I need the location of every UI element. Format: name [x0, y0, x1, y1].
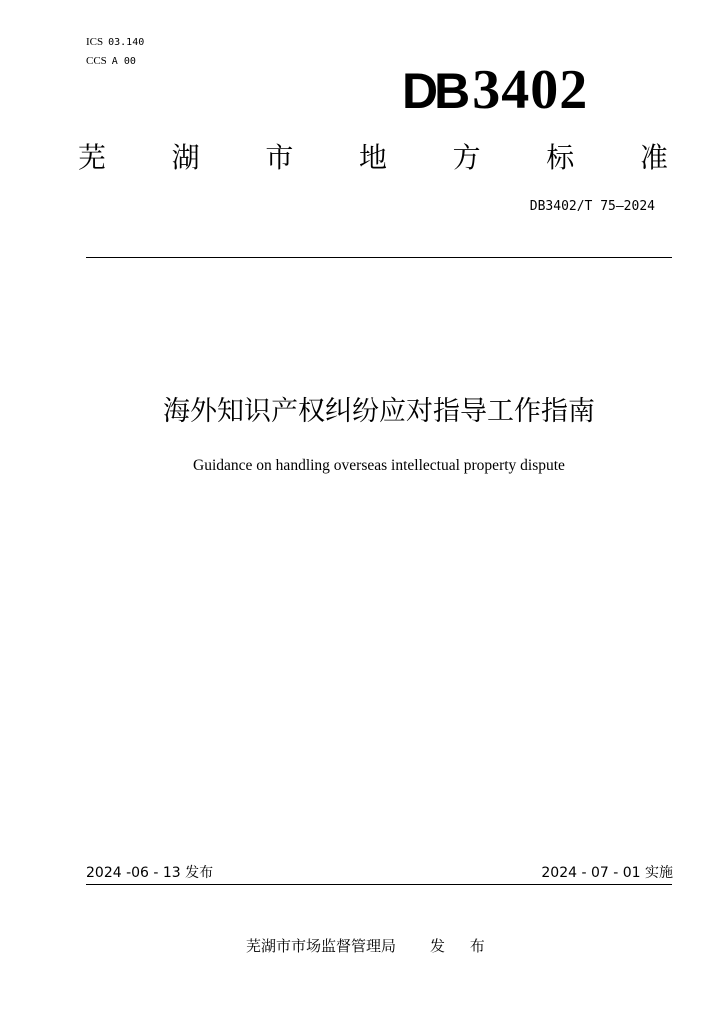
publisher-action: 发 布	[430, 937, 495, 955]
bottom-divider	[86, 884, 672, 885]
ccs-label: CCS	[86, 55, 107, 67]
standard-type-char: 方	[452, 141, 481, 174]
top-divider	[86, 257, 672, 258]
standard-type-char: 湖	[171, 141, 200, 174]
standard-type-char: 准	[639, 141, 668, 174]
standard-type-char: 标	[546, 141, 575, 174]
english-title: Guidance on handling overseas intellectual property dispute	[193, 457, 565, 474]
chinese-title: 海外知识产权纠纷应对指导工作指南	[163, 396, 595, 427]
ics-label: ICS	[86, 36, 104, 48]
implementation-date: 2024 - 07 - 01 实施	[541, 865, 673, 881]
standard-type-char: 市	[265, 141, 294, 174]
standard-type-char: 地	[358, 141, 387, 174]
db-logo	[402, 58, 588, 123]
standard-type-title	[78, 138, 668, 178]
publisher-name: 芜湖市市场监督管理局	[246, 937, 397, 955]
standard-number: DB3402/T 75—2024	[529, 199, 655, 214]
standard-type-char: 芜	[78, 141, 107, 174]
issue-date: 2024 -06 - 13 发布	[86, 865, 214, 881]
ics-line	[86, 35, 144, 50]
publisher-line	[246, 935, 495, 957]
ccs-line	[86, 54, 136, 69]
db-logo-number: 3402	[472, 59, 589, 121]
ccs-code: A 00	[111, 56, 136, 67]
ics-code: 03.140	[108, 37, 145, 48]
db-logo-prefix: DB	[402, 63, 467, 119]
